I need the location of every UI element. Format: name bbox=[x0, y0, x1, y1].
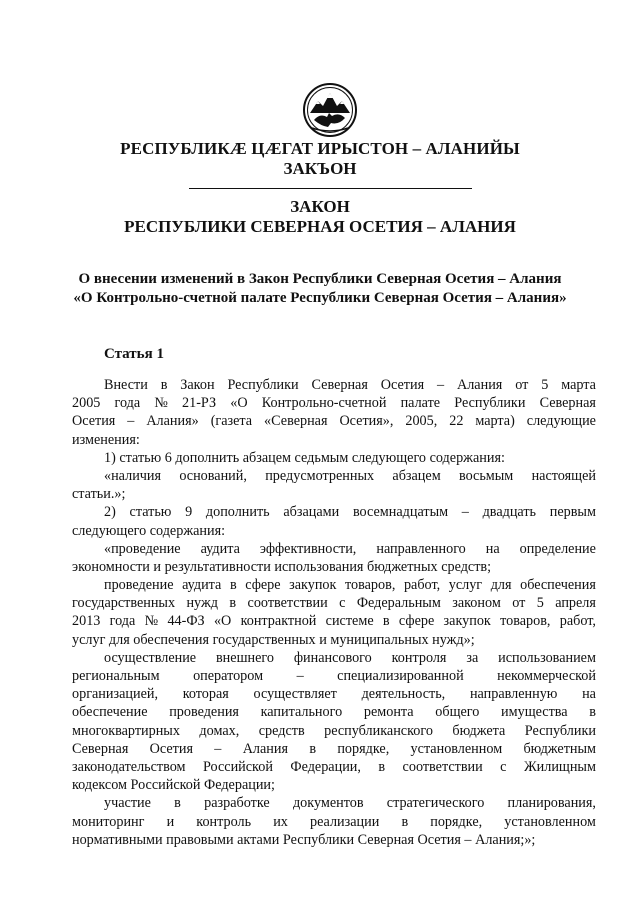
body-line: изменения: bbox=[72, 431, 140, 448]
body-line: мониторинг и контроль их реализации в порядке, установленном bbox=[72, 813, 596, 830]
body-line: статьи.»; bbox=[72, 486, 126, 503]
body-line: 2013 года № 44-ФЗ «О контрактной системе в сфере закупок товаров, работ, bbox=[72, 613, 596, 630]
header-divider bbox=[189, 188, 472, 189]
ossetian-law-heading: ЗАКЪОН bbox=[283, 159, 357, 178]
body-line: участие в разработке документов стратегического планирования, bbox=[104, 795, 596, 812]
body-line: проведение аудита в сфере закупок товаров, работ, услуг для обеспечения bbox=[104, 577, 596, 594]
law-subject-line-1: О внесении изменений в Закон Республики Северная Осетия – Алания bbox=[78, 271, 562, 287]
body-line: Внести в Закон Республики Северная Осетия – Алания от 5 марта bbox=[104, 377, 596, 393]
body-line: осуществление внешнего финансового контроля за использованием bbox=[104, 649, 596, 666]
body-line: государственных нужд в соответствии с Федеральным законом от 5 апреля bbox=[72, 595, 596, 612]
body-line: Северная Осетия – Алания в порядке, установленном бюджетным bbox=[72, 740, 596, 757]
body-line: следующего содержания: bbox=[72, 522, 226, 539]
body-line: 1) статью 6 дополнить абзацем седьмым следующего содержания: bbox=[104, 449, 505, 466]
law-subject-line-2: «О Контрольно-счетной палате Республики Северная Осетия – Алания» bbox=[73, 290, 567, 306]
body-line: многоквартирных домах, средств республиканского бюджета Республики bbox=[72, 722, 596, 739]
russian-law-heading: ЗАКОН bbox=[290, 197, 350, 216]
body-line: Осетия – Алания» (газета «Северная Осетия», 2005, 22 марта) следующие bbox=[72, 413, 596, 430]
body-line: региональным оператором – специализированной некоммерческой bbox=[72, 668, 596, 684]
body-line: 2005 года № 21-РЗ «О Контрольно-счетной палате Республики Северная bbox=[72, 395, 596, 412]
coat-of-arms-emblem bbox=[302, 82, 358, 138]
body-line: законодательством Российской Федерации, в соответствии с Жилищным bbox=[72, 758, 596, 775]
ossetian-republic-heading: РЕСПУБЛИКӔ ЦӔГАТ ИРЫСТОН – АЛАНИЙЫ bbox=[120, 139, 520, 158]
body-line: организацией, которая осуществляет деятельность, направленную на bbox=[72, 686, 596, 703]
body-line: 2) статью 9 дополнить абзацами восемнадцатым – двадцать первым bbox=[104, 504, 596, 521]
body-line: кодексом Российской Федерации; bbox=[72, 777, 275, 794]
body-line: нормативными правовыми актами Республики Северная Осетия – Алания;»; bbox=[72, 831, 536, 848]
article-body bbox=[72, 376, 596, 849]
body-line: «проведение аудита эффективности, направленного на определение bbox=[104, 540, 596, 557]
russian-republic-heading: РЕСПУБЛИКИ СЕВЕРНАЯ ОСЕТИЯ – АЛАНИЯ bbox=[124, 217, 516, 236]
body-line: «наличия оснований, предусмотренных абзацем восьмым настоящей bbox=[104, 467, 596, 484]
article-title: Статья 1 bbox=[104, 346, 164, 362]
body-line: услуг для обеспечения государственных и муниципальных нужд»; bbox=[72, 631, 475, 648]
body-line: обеспечение проведения капитального ремонта общего имущества в bbox=[72, 704, 596, 721]
body-line: экономности и результативности использования бюджетных средств; bbox=[72, 558, 492, 575]
